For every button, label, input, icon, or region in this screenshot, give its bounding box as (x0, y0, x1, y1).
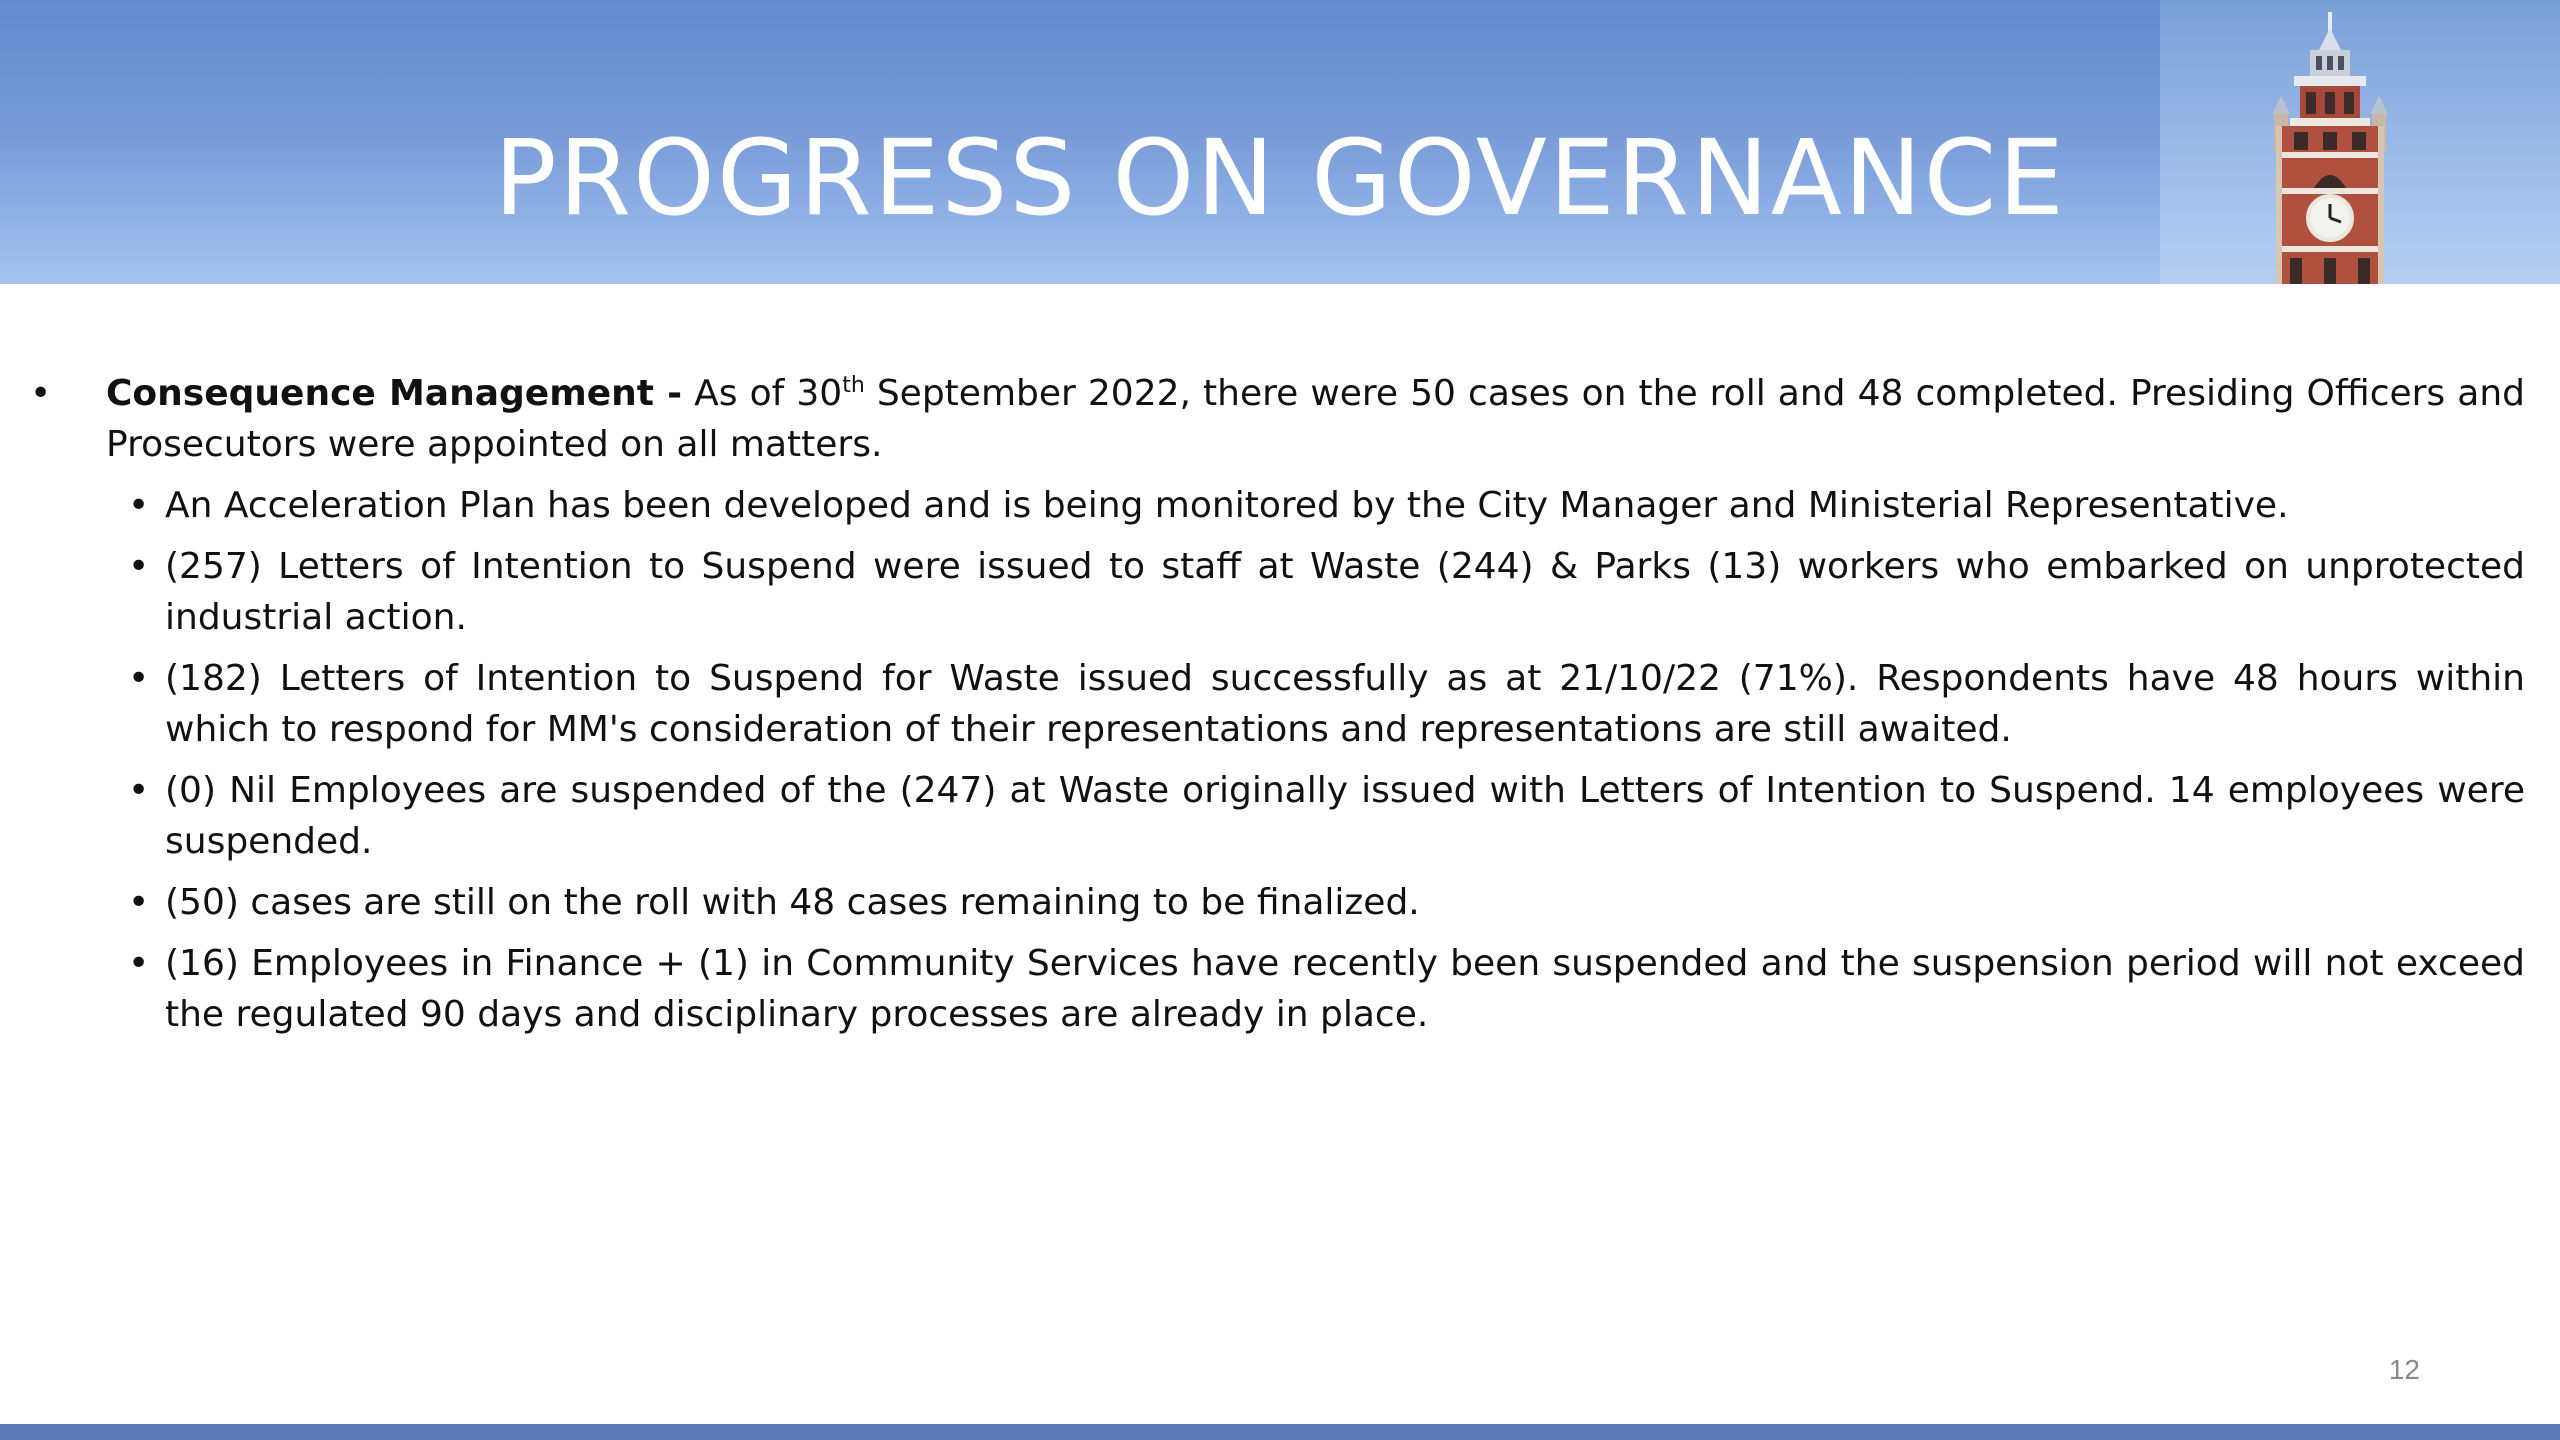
sub-bullet-text: (16) Employees in Finance + (1) in Community Services have recently been suspended and the suspension period will not exceed the regulated 90 days and disciplinary processes are already in place. (165, 943, 2525, 1035)
slide-header (0, 0, 2560, 284)
slide-title: PROGRESS ON GOVERNANCE (493, 117, 2066, 239)
sub-bullet-text: (50) cases are still on the roll with 48 cases remaining to be finalized. (165, 882, 1420, 923)
sub-bullet-text: (0) Nil Employees are suspended of the (247) at Waste originally issued with Letters of Intention to Suspend. 14 employees were suspended. (165, 770, 2525, 862)
bullet-consequence-management (30, 368, 2525, 470)
bullet-label: Consequence Management - (106, 373, 683, 414)
sub-bullet-marker: • (128, 882, 150, 923)
bullet-text-part2: September 2022, there were 50 cases on the roll and 48 completed. Presiding Officers and Prosecutors were appointed on all matters. (106, 373, 2525, 465)
clock-tower-image (2210, 12, 2450, 284)
sub-bullet-finance-suspensions (30, 938, 2525, 1040)
sub-bullet-acceleration-plan (30, 480, 2525, 531)
page-number: 12 (2388, 1354, 2420, 1385)
sub-bullet-marker: • (128, 546, 150, 587)
footer-bar (0, 1424, 2560, 1440)
sub-bullet-cases-on-roll (30, 877, 2525, 928)
sub-bullet-marker: • (128, 943, 150, 984)
sub-bullet-marker: • (128, 485, 150, 526)
sub-bullet-letters-waste (30, 653, 2525, 755)
sub-bullet-letters-issued (30, 541, 2525, 643)
sub-bullet-text: (182) Letters of Intention to Suspend for Waste issued successfully as at 21/10/22 (71%). Respondents have 48 hours within which to respond for MM's consideration of their representations and representations are still awaited. (165, 658, 2525, 750)
slide-content (30, 368, 2525, 1040)
sub-bullet-text: An Acceleration Plan has been developed and is being monitored by the City Manager and Ministerial Representative. (165, 485, 2289, 526)
sub-bullet-marker: • (128, 770, 150, 811)
sub-bullet-nil-employees (30, 765, 2525, 867)
ordinal-superscript: th (842, 373, 865, 398)
sub-bullet-text: (257) Letters of Intention to Suspend were issued to staff at Waste (244) & Parks (13) workers who embarked on unprotected industrial action. (165, 546, 2525, 638)
sub-bullet-marker: • (128, 658, 150, 699)
bullet-text-part1: As of 30 (682, 373, 843, 414)
bullet-marker: • (30, 373, 52, 414)
